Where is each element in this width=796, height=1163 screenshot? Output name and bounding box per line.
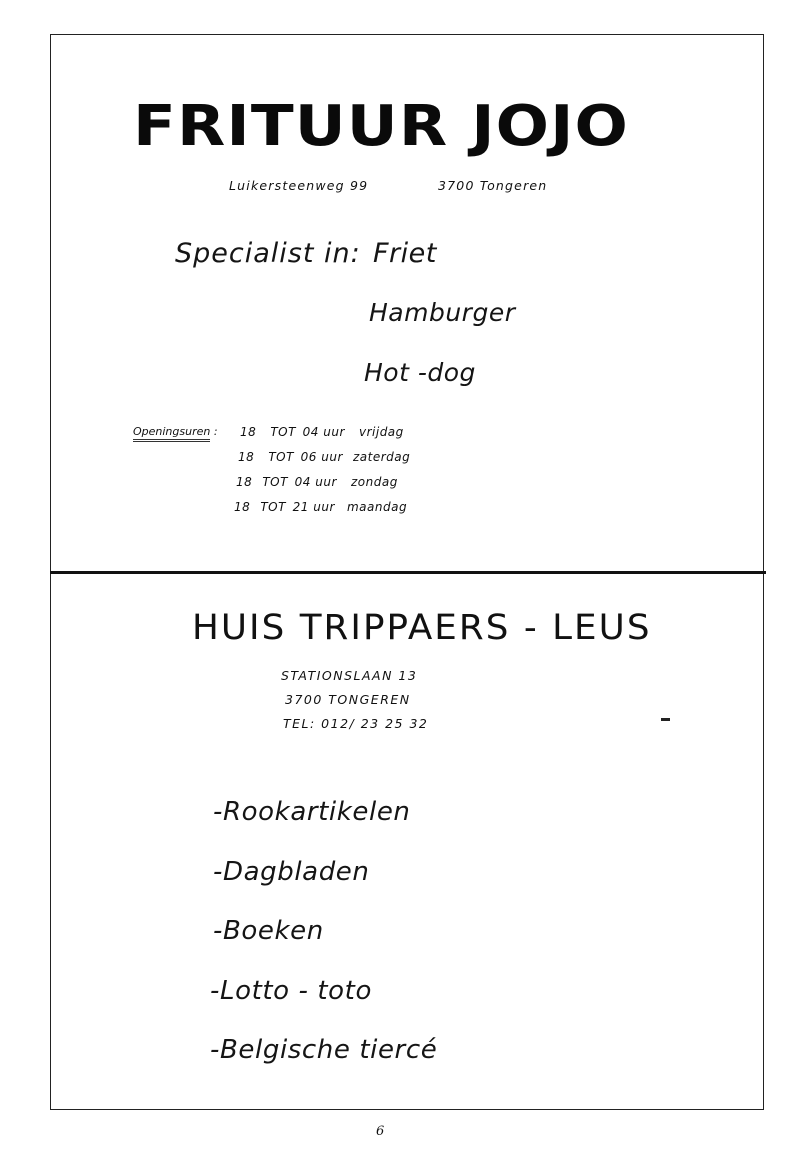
ad2-street: STATIONSLAAN 13 bbox=[281, 668, 418, 683]
hours-row: 18 TOT 04 uur vrijdag bbox=[240, 425, 404, 439]
hours-row: 18 TOT 04 uur zondag bbox=[236, 475, 398, 489]
ad1-street: Luikersteenweg 99 bbox=[229, 178, 369, 193]
ad2-phone: TEL: 012/ 23 25 32 bbox=[283, 716, 429, 731]
ad2-city: 3700 TONGEREN bbox=[285, 692, 411, 707]
ad1-item-friet: Friet bbox=[373, 238, 437, 269]
ad1-item-hotdog: Hot -dog bbox=[364, 358, 476, 387]
ad1-title: FRITUUR JOJO bbox=[133, 94, 630, 159]
ad2-item: -Boeken bbox=[213, 916, 324, 946]
ad1-item-hamburger: Hamburger bbox=[369, 298, 516, 327]
ad1-hours-label: Openingsuren : bbox=[133, 425, 218, 438]
ad2-title: HUIS TRIPPAERS - LEUS bbox=[192, 608, 652, 648]
ad2-item: -Rookartikelen bbox=[213, 797, 411, 827]
ad1-city: 3700 Tongeren bbox=[438, 178, 548, 193]
ad2-item: -Dagbladen bbox=[213, 857, 370, 887]
ad2-item: -Belgische tiercé bbox=[210, 1035, 438, 1065]
ad-divider bbox=[50, 571, 766, 574]
ad1-specialist-label: Specialist in: bbox=[175, 238, 361, 269]
hours-row: 18 TOT 21 uur maandag bbox=[234, 500, 408, 514]
page-number: 6 bbox=[376, 1124, 385, 1139]
ad2-item: -Lotto - toto bbox=[210, 976, 372, 1006]
stray-mark bbox=[661, 718, 670, 721]
hours-row: 18 TOT 06 uur zaterdag bbox=[238, 450, 411, 464]
